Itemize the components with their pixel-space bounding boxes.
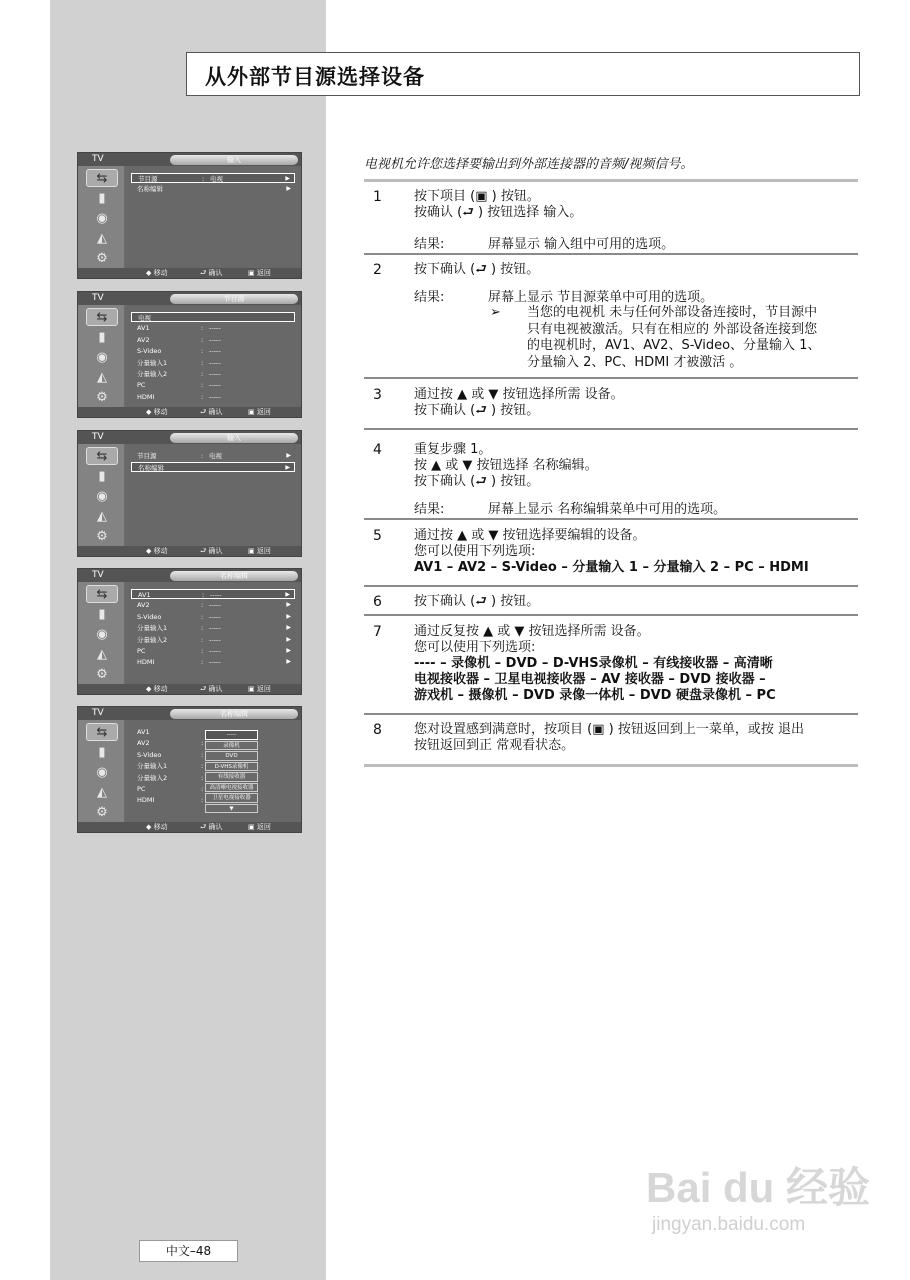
menu-row[interactable] (131, 623, 295, 633)
screen-nav-bar (78, 546, 301, 556)
arrow-right-icon: ▶ (286, 612, 291, 620)
divider (364, 518, 858, 520)
page-number: 中文–48 (139, 1240, 238, 1262)
tv-screen (77, 152, 302, 279)
step-text: 通过反复按 ▲ 或 ▼ 按钮选择所需 设备。 (414, 624, 650, 639)
note-line: 只有电视被激活。只有在相应的 外部设备连接到您 (527, 321, 818, 337)
watermark-logo: Bai du 经验 (646, 1164, 871, 1211)
menu-row[interactable] (131, 184, 295, 194)
step-number: 8 (373, 722, 382, 738)
channel-icon[interactable]: ◭ (97, 784, 107, 800)
page-title-box (186, 52, 860, 96)
name-dropdown[interactable] (205, 730, 258, 826)
menu-row-colon: : (201, 658, 204, 667)
screen-nav-bar (78, 684, 301, 694)
note-line: 分量输入 2、PC、HDMI 才被激活 。 (527, 354, 743, 370)
tv-label: TV (92, 293, 104, 303)
result-text: 屏幕上显示 名称编辑菜单中可用的选项。 (488, 502, 727, 517)
menu-row-colon: : (201, 381, 204, 390)
nav-confirm-hint: ⮐ 确认 (200, 823, 223, 831)
menu-row-colon: : (201, 647, 204, 655)
menu-header: 名称编辑 (170, 571, 298, 581)
note-line: 当您的电视机 未与任何外部设备连接时，节目源中 (527, 305, 818, 320)
intro-text: 电视机允许您选择要输出到外部连接器的音频/视频信号。 (364, 157, 694, 172)
menu-row-label: S-Video (137, 750, 162, 759)
setup-icon[interactable]: ⚙ (96, 804, 108, 820)
nav-confirm-hint: ⮐ 确认 (200, 408, 223, 416)
dropdown-option[interactable]: 录像机 (205, 741, 258, 751)
tv-label: TV (92, 708, 104, 718)
step-number: 3 (373, 387, 382, 403)
menu-row-label: AV1 (137, 324, 150, 333)
menu-row-value: ----- (209, 635, 221, 644)
menu-row-colon: : (201, 739, 204, 748)
menu-row-value: ----- (209, 347, 221, 356)
arrow-right-icon: ▶ (286, 635, 291, 643)
picture-icon[interactable]: ▮ (98, 329, 106, 345)
setup-icon[interactable]: ⚙ (96, 528, 108, 544)
dropdown-option[interactable]: D-VHS录像机 (205, 762, 258, 772)
menu-row-colon: : (201, 773, 204, 782)
divider (364, 428, 858, 430)
screen-nav-bar (78, 407, 301, 417)
menu-row[interactable] (131, 392, 295, 402)
menu-row-colon: : (201, 624, 204, 633)
menu-row-colon: : (201, 796, 204, 805)
menu-row-colon: : (201, 635, 204, 644)
menu-row-colon: : (202, 175, 205, 183)
screen-nav-bar (78, 822, 301, 832)
menu-row-label: AV2 (137, 335, 150, 344)
step-text: 通过按 ▲ 或 ▼ 按钮选择所需 设备。 (414, 387, 624, 402)
sound-icon[interactable]: ◉ (96, 764, 108, 780)
menu-row-label: AV1 (137, 728, 150, 736)
menu-row[interactable] (131, 589, 295, 599)
nav-confirm-hint: ⮐ 确认 (200, 685, 223, 693)
menu-row-label: PC (137, 647, 146, 655)
arrow-right-icon: ▶ (286, 647, 291, 654)
step-options: 游戏机 – 摄像机 – DVD 录像一体机 – DVD 硬盘录像机 – PC (414, 688, 776, 703)
step-text: 您可以使用下列选项: (414, 544, 536, 559)
menu-row[interactable] (131, 323, 295, 333)
menu-row-label: 名称编辑 (138, 464, 164, 472)
input-icon[interactable]: ⇆ (86, 447, 118, 465)
menu-row-colon: : (202, 591, 205, 599)
tv-screen (77, 430, 302, 557)
menu-row-label: 分量输入1 (137, 624, 168, 633)
note-line: 的电视机时，AV1、AV2、S-Video、分量输入 1、 (527, 338, 821, 353)
sound-icon[interactable]: ◉ (96, 210, 108, 226)
menu-row[interactable] (131, 635, 295, 645)
menu-row-label: 节目源 (138, 175, 158, 183)
step-text: 按钮返回到正 常观看状态。 (414, 738, 575, 753)
input-icon[interactable]: ⇆ (86, 585, 118, 603)
menu-row-value: ----- (209, 358, 221, 367)
divider (364, 614, 858, 616)
nav-move-hint: ◆ 移动 (146, 823, 168, 831)
step-text: 按下确认 (⮐ ) 按钮。 (414, 474, 540, 489)
menu-row-label: AV2 (137, 601, 150, 610)
step-text: 通过按 ▲ 或 ▼ 按钮选择要编辑的设备。 (414, 528, 646, 543)
setup-icon[interactable]: ⚙ (96, 666, 108, 682)
menu-row[interactable] (131, 462, 295, 472)
menu-row-value: ----- (209, 335, 221, 344)
menu-row-value: 电视 (210, 175, 223, 183)
step-text: 按下确认 (⮐ ) 按钮。 (414, 594, 540, 609)
result-label: 结果: (414, 502, 445, 517)
step-number: 1 (373, 189, 382, 205)
nav-back-hint: ▣ 返回 (248, 685, 271, 693)
channel-icon[interactable]: ◭ (97, 230, 107, 246)
nav-move-hint: ◆ 移动 (146, 269, 168, 277)
menu-row-colon: : (201, 392, 204, 401)
menu-row-label: 分量输入2 (137, 635, 168, 644)
menu-row-colon: : (201, 370, 204, 378)
nav-back-hint: ▣ 返回 (248, 269, 271, 277)
menu-row-value: ----- (210, 591, 222, 599)
menu-row-value: ----- (209, 612, 221, 621)
divider (364, 253, 858, 255)
menu-row[interactable] (131, 346, 295, 356)
arrow-right-icon: ▶ (285, 591, 290, 598)
menu-row[interactable] (131, 335, 295, 345)
tv-label: TV (92, 154, 104, 164)
divider (364, 713, 858, 715)
menu-row-value: ----- (209, 647, 221, 655)
step-options: AV1 – AV2 – S-Video – 分量输入 1 – 分量输入 2 – PC – HDMI (414, 560, 809, 575)
step-options: ---- – 录像机 – DVD – D-VHS录像机 – 有线接收器 – 高清晰 (414, 656, 773, 671)
channel-icon[interactable]: ◭ (97, 369, 107, 385)
menu-row-label: AV2 (137, 739, 150, 748)
arrow-right-icon: ▶ (286, 658, 291, 666)
step-number: 5 (373, 528, 382, 544)
result-label: 结果: (414, 237, 445, 252)
divider (364, 377, 858, 379)
menu-row-label: 电视 (138, 314, 151, 322)
step-text: 按 ▲ 或 ▼ 按钮选择 名称编辑。 (414, 458, 598, 473)
menu-row-value: ----- (209, 601, 221, 610)
menu-row-label: 分量输入1 (137, 762, 168, 771)
nav-move-hint: ◆ 移动 (146, 408, 168, 416)
step-number: 6 (373, 594, 382, 610)
sound-icon[interactable]: ◉ (96, 488, 108, 504)
input-icon[interactable]: ⇆ (86, 308, 118, 326)
tv-screen (77, 568, 302, 695)
menu-row-label: S-Video (137, 347, 162, 356)
menu-row-value: ----- (209, 381, 221, 390)
menu-row-label: S-Video (137, 612, 162, 621)
menu-row-value: 电视 (209, 452, 222, 460)
picture-icon[interactable]: ▮ (98, 744, 106, 760)
menu-header: 节目源 (170, 294, 298, 304)
page-title: 从外部节目源选择设备 (205, 65, 425, 89)
menu-row-colon: : (201, 601, 204, 610)
step-text: 您可以使用下列选项: (414, 640, 536, 655)
nav-confirm-hint: ⮐ 确认 (200, 547, 223, 555)
result-text: 屏幕显示 输入组中可用的选项。 (488, 237, 675, 252)
menu-row-value: ----- (209, 624, 221, 633)
step-number: 4 (373, 442, 382, 458)
picture-icon[interactable]: ▮ (98, 606, 106, 622)
picture-icon[interactable]: ▮ (98, 190, 106, 206)
menu-row-colon: : (201, 324, 204, 333)
step-text: 按下确认 (⮐ ) 按钮。 (414, 403, 540, 418)
step-text: 按下确认 (⮐ ) 按钮。 (414, 262, 540, 277)
divider (364, 585, 858, 587)
nav-back-hint: ▣ 返回 (248, 823, 271, 831)
menu-header: 输入 (170, 155, 298, 165)
menu-row-label: AV1 (138, 591, 151, 599)
menu-row[interactable] (131, 451, 295, 461)
step-text: 按下项目 (▣ ) 按钮。 (414, 189, 540, 204)
menu-row[interactable] (131, 369, 295, 379)
menu-row-label: 分量输入2 (137, 773, 168, 782)
menu-row-label: 分量输入2 (137, 370, 168, 378)
sound-icon[interactable]: ◉ (96, 349, 108, 365)
menu-row-label: 节目源 (137, 452, 157, 460)
dropdown-option[interactable]: 有线接收器 (205, 772, 258, 782)
menu-header: 名称编辑 (170, 709, 298, 719)
menu-row-colon: : (201, 750, 204, 759)
menu-row[interactable] (131, 657, 295, 667)
picture-icon[interactable]: ▮ (98, 468, 106, 484)
tv-screen (77, 706, 302, 833)
menu-row-value: ----- (209, 370, 221, 378)
menu-row-colon: : (201, 785, 204, 793)
dropdown-option[interactable]: ----- (205, 730, 258, 740)
arrow-right-icon: ▶ (286, 452, 291, 459)
menu-row[interactable] (131, 173, 295, 183)
nav-move-hint: ◆ 移动 (146, 547, 168, 555)
channel-icon[interactable]: ◭ (97, 646, 107, 662)
arrow-right-icon: ▶ (286, 185, 291, 192)
step-options: 电视接收器 – 卫星电视接收器 – AV 接收器 – DVD 接收器 – (414, 672, 766, 687)
result-text: 屏幕上显示 节目源菜单中可用的选项。 (488, 290, 714, 305)
menu-row-label: 名称编辑 (137, 185, 163, 193)
menu-row-value: ----- (209, 324, 221, 333)
nav-back-hint: ▣ 返回 (248, 547, 271, 555)
menu-row-label: PC (137, 381, 146, 390)
dropdown-option[interactable]: 高清晰电视接收器 (205, 783, 258, 793)
menu-row[interactable] (131, 358, 295, 368)
input-icon[interactable]: ⇆ (86, 169, 118, 187)
menu-row-value: ----- (209, 392, 221, 401)
sound-icon[interactable]: ◉ (96, 626, 108, 642)
tv-label: TV (92, 432, 104, 442)
nav-back-hint: ▣ 返回 (248, 408, 271, 416)
menu-row-label: PC (137, 785, 146, 793)
input-icon[interactable]: ⇆ (86, 723, 118, 741)
arrow-right-icon: ▶ (285, 464, 290, 471)
menu-row-colon: : (201, 347, 204, 356)
arrow-right-icon: ▶ (286, 601, 291, 609)
menu-row[interactable] (131, 312, 295, 322)
menu-row[interactable] (131, 380, 295, 390)
menu-row-label: HDMI (137, 658, 155, 667)
step-number: 2 (373, 262, 382, 278)
arrow-right-icon: ▶ (286, 624, 291, 632)
menu-row-label: HDMI (137, 392, 155, 401)
dropdown-option[interactable]: DVD (205, 751, 258, 761)
note-text (527, 305, 820, 371)
menu-row[interactable] (131, 600, 295, 610)
menu-header: 输入 (170, 433, 298, 443)
divider (364, 764, 858, 767)
menu-row[interactable] (131, 612, 295, 622)
dropdown-option[interactable]: ▼ (205, 804, 258, 814)
menu-row-colon: : (201, 612, 204, 621)
menu-row-colon: : (201, 452, 204, 460)
menu-row-colon: : (201, 762, 204, 771)
step-text: 按确认 (⮐ ) 按钮选择 输入。 (414, 205, 583, 220)
menu-row-label: 分量输入1 (137, 358, 168, 367)
setup-icon[interactable]: ⚙ (96, 250, 108, 266)
watermark-url: jingyan.baidu.com (652, 1214, 806, 1235)
screen-nav-bar (78, 268, 301, 278)
result-label: 结果: (414, 290, 445, 305)
note-arrow-icon: ➢ (490, 305, 501, 320)
tv-screen (77, 291, 302, 418)
setup-icon[interactable]: ⚙ (96, 389, 108, 405)
step-number: 7 (373, 624, 382, 640)
menu-row-value: ----- (209, 658, 221, 667)
step-text: 重复步骤 1。 (414, 442, 492, 457)
step-text: 您对设置感到满意时，按项目 (▣ ) 按钮返回到上一菜单，或按 退出 (414, 722, 804, 737)
menu-row-colon: : (201, 335, 204, 344)
nav-move-hint: ◆ 移动 (146, 685, 168, 693)
divider (364, 179, 858, 182)
menu-row-label: HDMI (137, 796, 155, 805)
menu-row-colon: : (201, 358, 204, 367)
channel-icon[interactable]: ◭ (97, 508, 107, 524)
nav-confirm-hint: ⮐ 确认 (200, 269, 223, 277)
dropdown-option[interactable]: 卫星电视接收器 (205, 793, 258, 803)
tv-label: TV (92, 570, 104, 580)
arrow-right-icon: ▶ (285, 175, 290, 182)
menu-row[interactable] (131, 646, 295, 656)
